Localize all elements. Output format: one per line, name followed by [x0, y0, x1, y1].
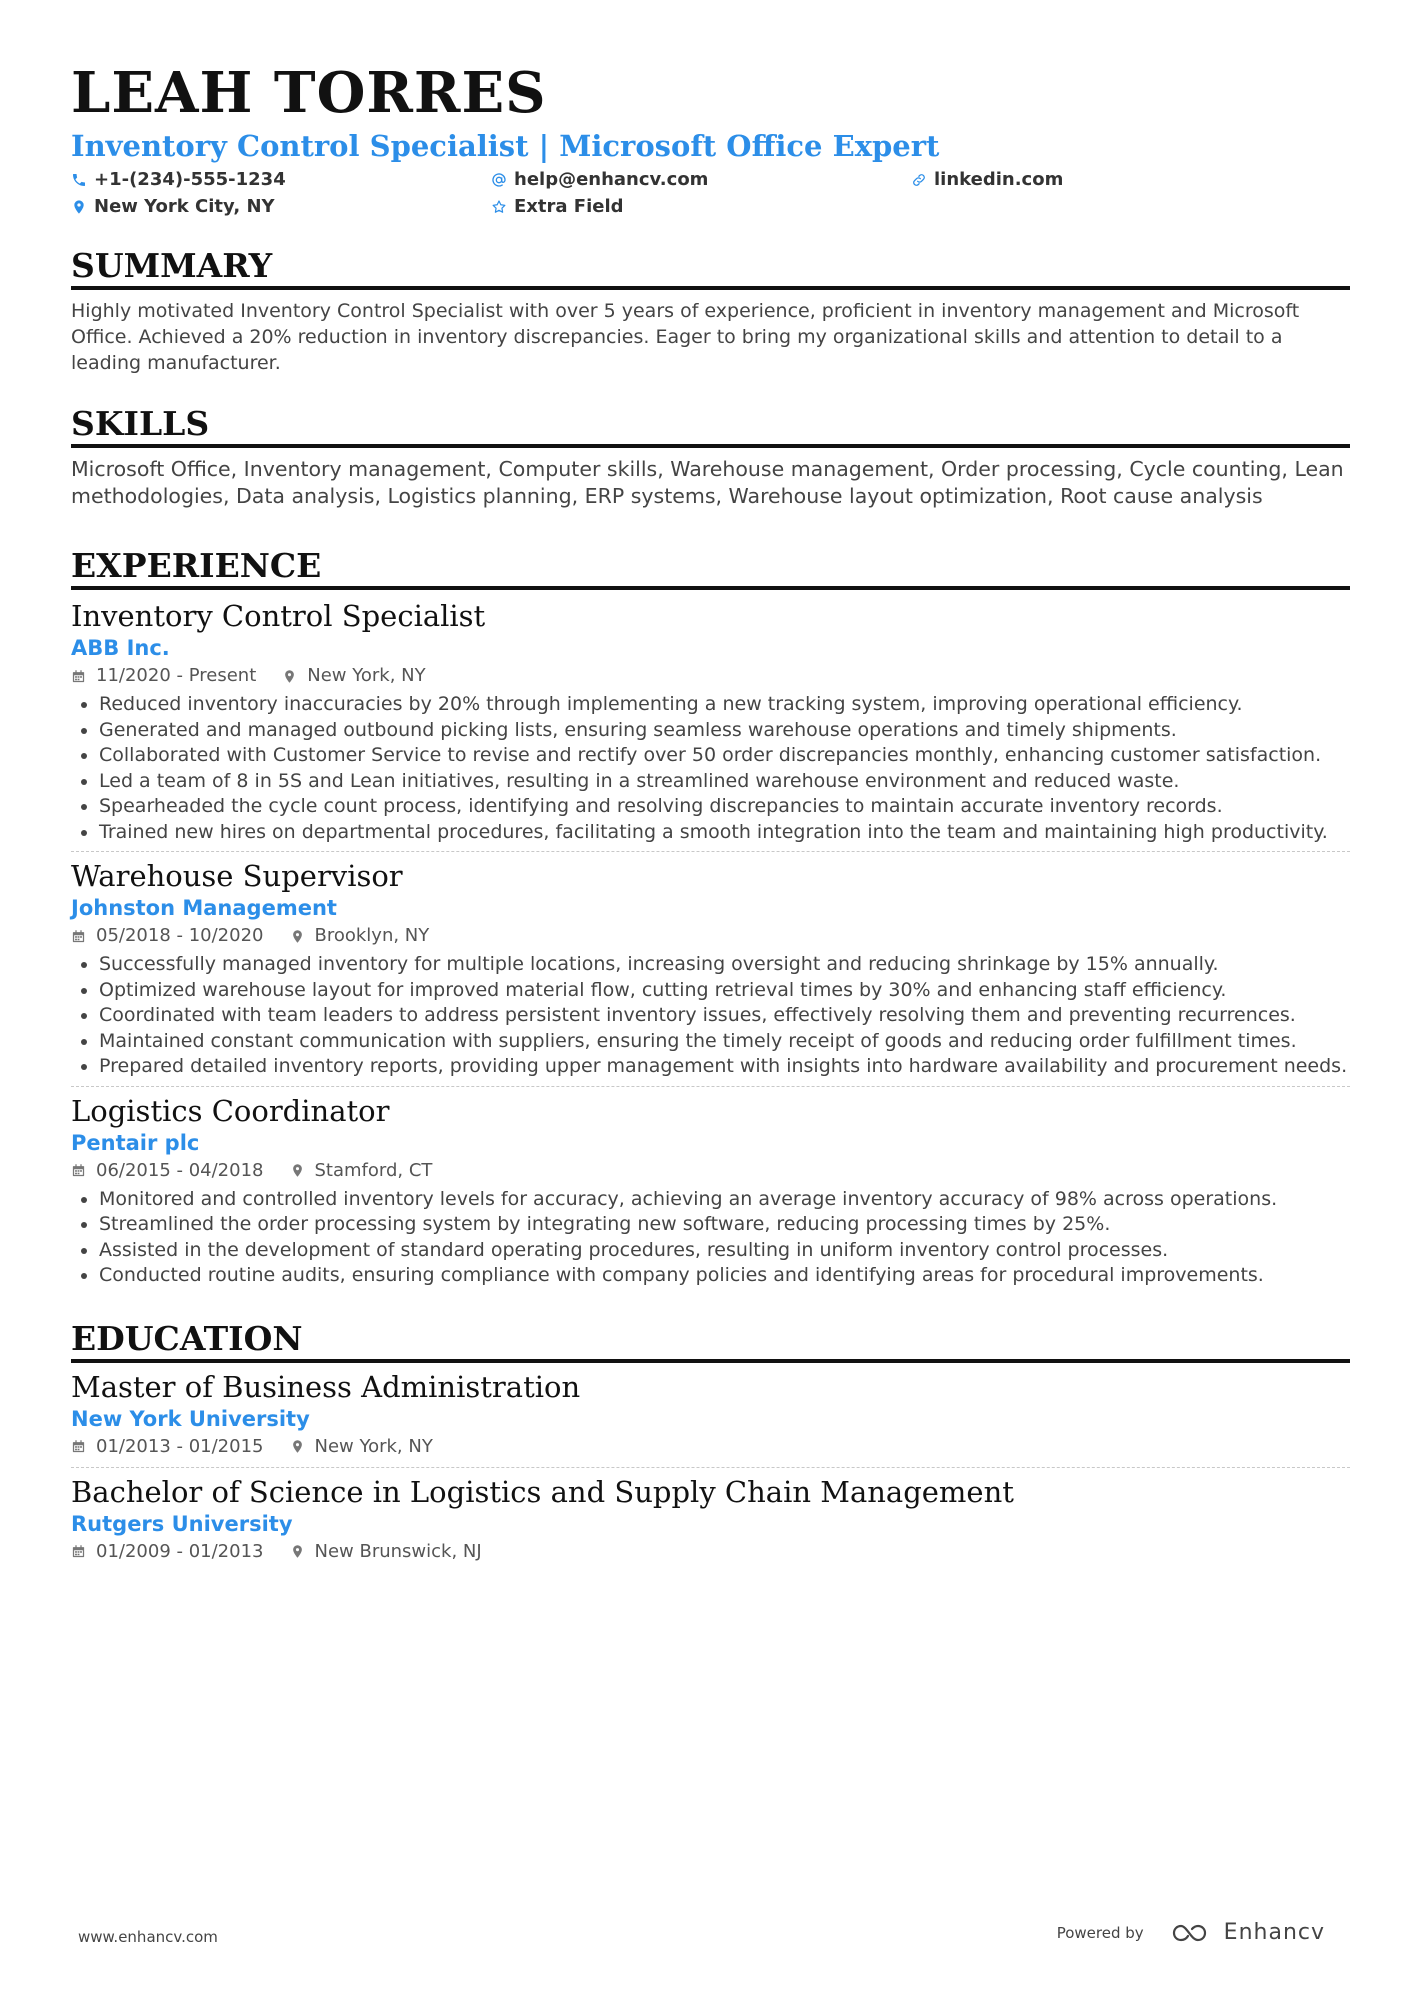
- job-location: [282, 662, 425, 690]
- bullet-item: • Optimized warehouse layout for improved material flow, cutting retrieval times by 30% and enhancing staff efficiency.: [99, 978, 1350, 1004]
- contact-info: [71, 168, 1350, 218]
- calendar-icon: [71, 669, 86, 684]
- map-pin-icon: [290, 1163, 305, 1178]
- education-location-text: New Brunswick, NJ: [314, 1540, 482, 1562]
- summary-section: [71, 246, 1350, 376]
- bullet-item: • Led a team of 8 in 5S and Lean initiatives, resulting in a streamlined warehouse environment and reduced waste.: [99, 769, 1350, 795]
- education-meta: [71, 1538, 1350, 1566]
- experience-entry: [71, 1093, 1350, 1289]
- powered-by-text: Powered by: [1056, 1923, 1144, 1942]
- entry-divider: [71, 851, 1350, 852]
- job-location-text: New York, NY: [307, 665, 426, 686]
- school-name[interactable]: New York University: [71, 1406, 310, 1431]
- map-pin-icon: [290, 929, 305, 944]
- brand-name: Enhancv: [1223, 1920, 1325, 1945]
- job-dates-text: 06/2015 - 04/2018: [96, 1159, 264, 1181]
- job-dates: [71, 662, 256, 690]
- at-icon: [491, 172, 507, 188]
- education-dates-text: 01/2013 - 01/2015: [96, 1435, 264, 1457]
- experience-section: [71, 546, 1350, 1289]
- job-dates-text: 05/2018 - 10/2020: [96, 925, 264, 946]
- education-location-text: New York, NY: [314, 1435, 433, 1457]
- summary-title: SUMMARY: [71, 246, 1350, 290]
- job-title: Warehouse Supervisor: [71, 859, 403, 893]
- job-meta: [71, 1157, 1350, 1185]
- bullet-item: • Monitored and controlled inventory levels for accuracy, achieving an average inventory accuracy of 98% across operations.: [99, 1187, 1350, 1213]
- experience-entry: [71, 858, 1350, 1080]
- education-meta: [71, 1433, 1350, 1461]
- bullet-item: • Prepared detailed inventory reports, providing upper management with insights into hardware availability and procurement needs.: [99, 1054, 1350, 1080]
- brand-logo[interactable]: [1170, 1920, 1325, 1945]
- calendar-icon: [71, 1163, 86, 1178]
- bullet-item: • Collaborated with Customer Service to revise and rectify over 50 order discrepancies monthly, enhancing customer satisfaction.: [99, 743, 1350, 769]
- experience-entry: [71, 598, 1350, 845]
- bullet-item: • Successfully managed inventory for multiple locations, increasing oversight and reducing shrinkage by 15% annually.: [99, 952, 1350, 978]
- skills-text: Microsoft Office, Inventory management, Computer skills, Warehouse management, Order processing, Cycle counting, Lean methodologies, Data analysis, Logistics planning, ERP systems, Warehouse layout optimization, Root cause analysis: [71, 457, 1344, 508]
- degree-title: Master of Business Administration: [71, 1369, 581, 1404]
- footer-website[interactable]: www.enhancv.com: [78, 1928, 218, 1946]
- candidate-name: LEAH TORRES: [71, 60, 547, 126]
- experience-title: EXPERIENCE: [71, 546, 1350, 590]
- contact-linkedin[interactable]: [911, 168, 1331, 191]
- skills-section: [71, 404, 1350, 510]
- bullet-item: • Assisted in the development of standard operating procedures, resulting in uniform inventory control processes.: [99, 1238, 1350, 1264]
- footer-branding: [1057, 1920, 1325, 1945]
- education-section: [71, 1319, 1350, 1566]
- job-dates-text: 11/2020 - Present: [96, 665, 257, 686]
- calendar-icon: [71, 1544, 86, 1559]
- company-name[interactable]: Pentair plc: [71, 1130, 200, 1155]
- job-dates: [71, 1157, 264, 1185]
- phone-text: +1-(234)-555-1234: [94, 169, 286, 190]
- map-pin-icon: [290, 1544, 305, 1559]
- education-location: [290, 1433, 433, 1461]
- education-dates: [71, 1538, 264, 1566]
- bullet-item: • Streamlined the order processing system by integrating new software, reducing processing times by 25%.: [99, 1212, 1350, 1238]
- map-pin-icon: [71, 199, 87, 215]
- education-dates-text: 01/2009 - 01/2013: [96, 1540, 264, 1562]
- job-dates: [71, 922, 264, 950]
- degree-title: Bachelor of Science in Logistics and Supply Chain Management: [71, 1474, 1014, 1509]
- summary-text: Highly motivated Inventory Control Specialist with over 5 years of experience, proficient in inventory management and Microsoft Office. Achieved a 20% reduction in inventory discrepancies. Eager to bring my organizational skills and attention to detail to a leading manufacturer.: [71, 300, 1300, 374]
- entry-divider: [71, 1467, 1350, 1468]
- job-title: Inventory Control Specialist: [71, 599, 486, 633]
- job-location: [290, 922, 430, 950]
- linkedin-text: linkedin.com: [934, 169, 1064, 190]
- calendar-icon: [71, 929, 86, 944]
- education-dates: [71, 1433, 264, 1461]
- bullet-item: • Reduced inventory inaccuracies by 20% through implementing a new tracking system, improving operational efficiency.: [99, 692, 1350, 718]
- star-icon: [491, 199, 507, 215]
- bullet-item: • Maintained constant communication with suppliers, ensuring the timely receipt of goods and reducing order fulfillment times.: [99, 1029, 1350, 1055]
- resume-page: [71, 58, 1350, 1566]
- extra-text: Extra Field: [514, 196, 624, 217]
- location-text: New York City, NY: [94, 196, 275, 217]
- bullet-item: • Coordinated with team leaders to address persistent inventory issues, effectively resolving them and preventing recurrences.: [99, 1003, 1350, 1029]
- school-name[interactable]: Rutgers University: [71, 1511, 293, 1536]
- education-location: [290, 1538, 482, 1566]
- job-location-text: Stamford, CT: [314, 1159, 433, 1181]
- contact-extra: [491, 195, 911, 218]
- contact-phone[interactable]: [71, 168, 491, 191]
- job-location-text: Brooklyn, NY: [314, 925, 430, 946]
- education-entry: [71, 1474, 1350, 1566]
- contact-location: [71, 195, 491, 218]
- company-name[interactable]: Johnston Management: [71, 896, 337, 920]
- job-location: [290, 1157, 433, 1185]
- bullet-item: • Spearheaded the cycle count process, identifying and resolving discrepancies to maintain accurate inventory records.: [99, 794, 1350, 820]
- phone-icon: [71, 172, 87, 188]
- bullet-item: • Trained new hires on departmental procedures, facilitating a smooth integration into the team and maintaining high productivity.: [99, 820, 1350, 846]
- email-text: help@enhancv.com: [514, 169, 709, 190]
- job-bullets: [71, 692, 1350, 845]
- entry-divider: [71, 1086, 1350, 1087]
- job-meta: [71, 922, 1350, 950]
- link-icon: [911, 172, 927, 188]
- enhancv-logo-icon: [1170, 1921, 1216, 1945]
- job-title: Logistics Coordinator: [71, 1093, 390, 1128]
- job-bullets: [71, 952, 1350, 1080]
- bullet-item: • Conducted routine audits, ensuring compliance with company policies and identifying areas for procedural improvements.: [99, 1263, 1350, 1289]
- job-meta: [71, 662, 1350, 690]
- company-name[interactable]: ABB Inc.: [71, 636, 170, 660]
- map-pin-icon: [290, 1439, 305, 1454]
- bullet-item: • Generated and managed outbound picking lists, ensuring seamless warehouse operations and timely shipments.: [99, 718, 1350, 744]
- candidate-headline: Inventory Control Specialist | Microsoft Office Expert: [71, 129, 940, 163]
- education-entry: [71, 1369, 1350, 1461]
- calendar-icon: [71, 1439, 86, 1454]
- education-title: EDUCATION: [71, 1319, 1350, 1363]
- contact-email[interactable]: [491, 168, 911, 191]
- skills-title: SKILLS: [71, 404, 1350, 448]
- job-bullets: [71, 1187, 1350, 1289]
- map-pin-icon: [282, 669, 297, 684]
